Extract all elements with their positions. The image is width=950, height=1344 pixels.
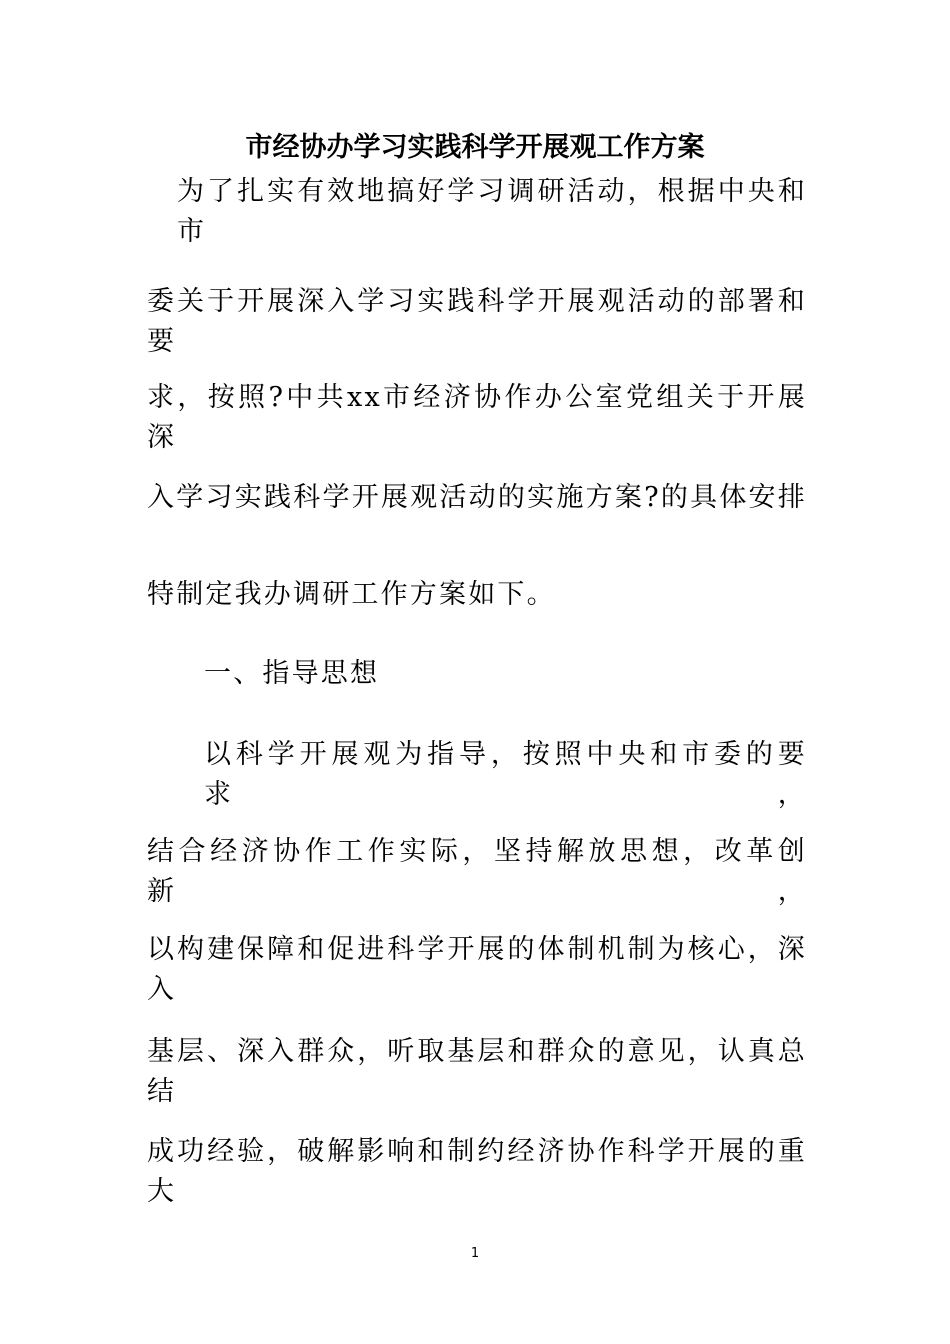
section-heading: 一、指导思想 — [204, 658, 380, 689]
paragraph-line: 特制定我办调研工作方案如下。 — [147, 579, 556, 610]
paragraph-line: 委关于开展深入学习实践科学开展观活动的部署和要 — [147, 286, 807, 357]
page-number: 1 — [470, 1246, 480, 1261]
paragraph-line: 为了扎实有效地搞好学习调研活动，根据中央和市 — [177, 176, 807, 247]
paragraph-line: 以构建保障和促进科学开展的体制机制为核心，深入 — [147, 934, 807, 1005]
paragraph-line: 成功经验，破解影响和制约经济协作科学开展的重大 — [147, 1136, 807, 1207]
document-title: 市经协办学习实践科学开展观工作方案 — [245, 132, 705, 163]
paragraph-line: 结合经济协作工作实际，坚持解放思想，改革创新， — [147, 836, 807, 907]
paragraph-line: 入学习实践科学开展观活动的实施方案?的具体安排 — [147, 482, 807, 513]
paragraph-line: 以科学开展观为指导，按照中央和市委的要求， — [204, 739, 807, 810]
paragraph-line: 求，按照?中共xx市经济协作办公室党组关于开展深 — [147, 382, 807, 453]
paragraph-line: 基层、深入群众，听取基层和群众的意见，认真总结 — [147, 1036, 807, 1107]
